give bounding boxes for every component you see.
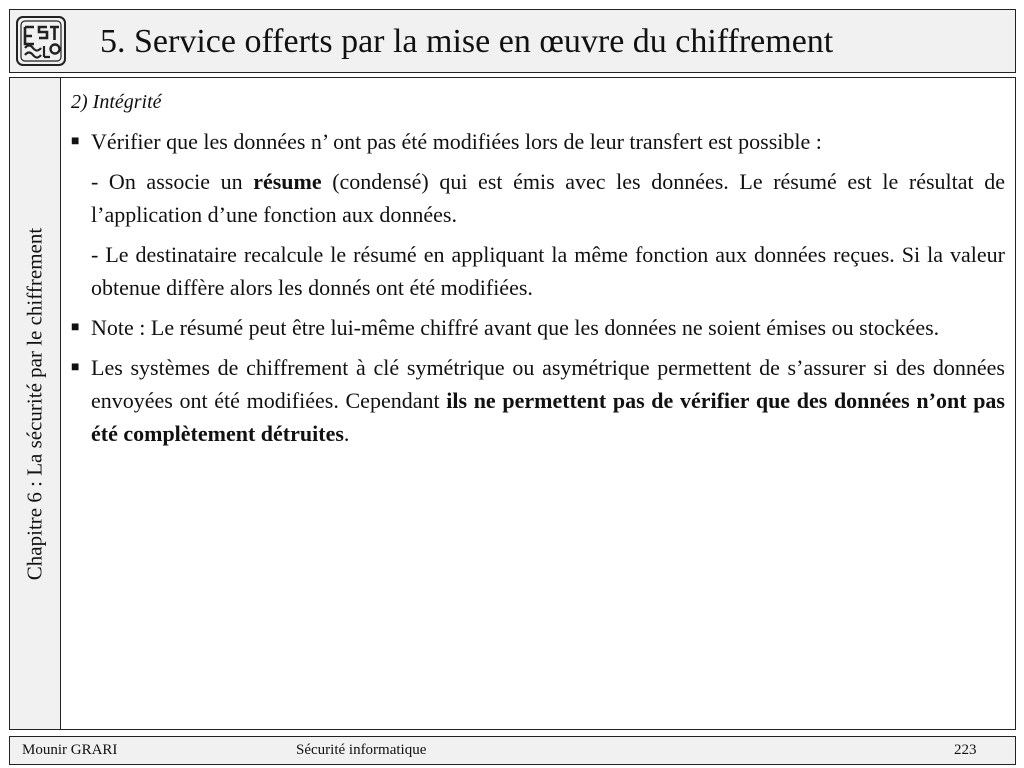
bold-term: résume — [253, 169, 322, 194]
chapter-sidebar — [9, 77, 61, 730]
sub-item: - On associe un résume (condensé) qui est émis avec les données. Le résumé est le résultat de l’application d’une fonction aux données. — [91, 169, 1006, 227]
footer-course: Sécurité informatique — [296, 742, 427, 758]
bullet-text: Note : Le résumé peut être lui-même chiffré avant que les données ne soient émises ou stockées. — [91, 315, 940, 340]
square-bullet-icon: ■ — [71, 134, 80, 149]
bullet-text: Les systèmes de chiffrement à clé symétrique ou asymétrique permettent de s’assurer si des données envoyées ont été modifiées. Cependant ils ne permettent pas de vérifier que des données n’ont pas été complètement détruites. — [91, 355, 1005, 446]
footer-author: Mounir GRARI — [22, 742, 118, 758]
page-number: 223 — [954, 742, 977, 758]
slide-content — [60, 77, 1016, 730]
bold-statement: ils ne permettent pas de vérifier que des données n’ont pas été complètement détruites — [91, 388, 1005, 446]
sub-item: - Le destinataire recalcule le résumé en appliquant la même fonction aux données reçues. Si la valeur obtenue diffère alors les donnés ont été modifiées. — [91, 242, 1005, 300]
slide-title: 5. Service offerts par la mise en œuvre du chiffrement — [100, 23, 834, 60]
chapter-label: Chapitre 6 : La sécurité par le chiffrement — [22, 227, 47, 580]
bullet-text: Vérifier que les données n’ ont pas été modifiées lors de leur transfert est possible : — [91, 129, 822, 154]
bullet-item — [71, 311, 1005, 344]
slide-header — [9, 9, 1016, 73]
bullet-item — [71, 125, 1005, 158]
section-subtitle: 2) Intégrité — [71, 91, 162, 113]
bullet-item — [71, 351, 1005, 450]
slide-footer — [9, 736, 1016, 765]
square-bullet-icon: ■ — [71, 360, 80, 375]
square-bullet-icon: ■ — [71, 320, 80, 335]
esto-logo-icon — [16, 16, 66, 66]
